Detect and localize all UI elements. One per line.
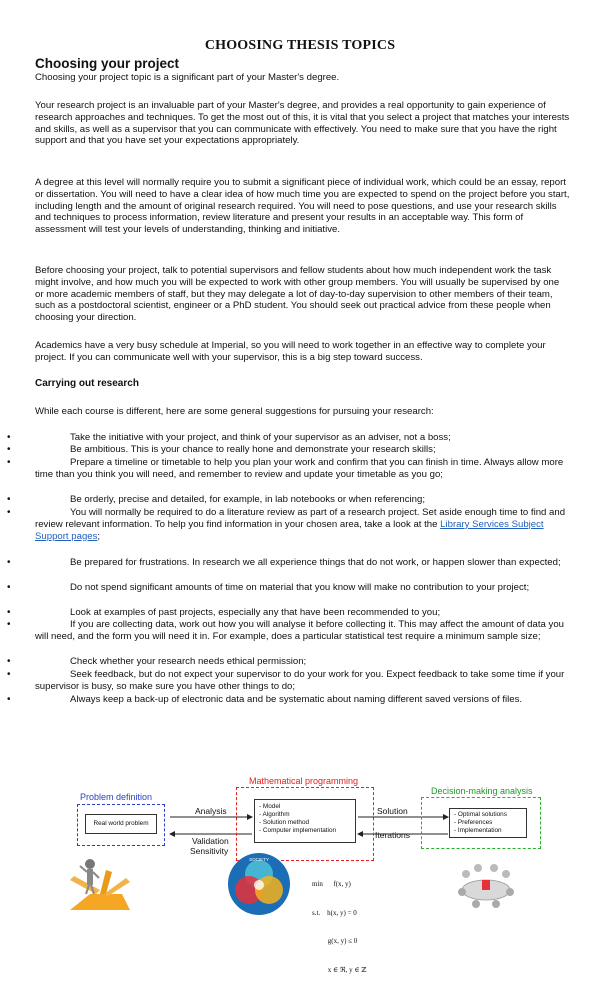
model-item: - Model [259,803,281,810]
paragraph-academics: Academics have a very busy schedule at Imperial, so you will need to work together in an effective way to complete your project. If you can communicate well with your supervisor, this is a big step toward success. [35,340,546,363]
section-heading-carrying-out: Carrying out research [35,378,139,389]
bullet-marker: • [7,607,11,618]
formula-line: min f(x, y) [312,880,351,888]
paragraph-degree-level: A degree at this level will normally require you to submit a significant piece of individual work, which could be an essay, report or dissertation. You will need to have a clear idea of how much time you are expected to spend on the project before you start, including length and the amount of original research required. You will need to pose questions, and use your research skills and techniques to process information, review literature and present your results in an acceptable way. This form of assessment will test your levels of understanding, thinking and initiative. [35,177,570,236]
bullet-marker: • [7,432,11,443]
bullet-marker: • [7,507,11,518]
bullet-marker: • [7,457,11,468]
list-item: Be ambitious. This is your chance to really hone and demonstrate your research skills; [70,444,436,455]
algorithm-item: - Algorithm [259,811,290,818]
list-item: If you are collecting data, work out how you will analyse it before collecting it. This may affect the amount of data you will need, and the form you will need it in. For example, does a particular statistical test require a minimum sample size; [35,619,564,642]
bullet-marker: • [7,656,11,667]
crossroads-person-illustration [60,850,140,912]
list-item: Check whether your research needs ethical permission; [70,656,307,667]
formula-line: s.t. h(x, y) = 0 [312,908,357,917]
link-suffix: ; [97,530,101,542]
paragraph-research-project: Your research project is an invaluable part of your Master's degree, and provides a real opportunity to gain experience of research approaches and techniques. To get the most out of this, it is vital that you select a project that matches your interests and skills, as well as a supervisor that you can communicate with effectively. You need to make sure that you have the right support and that you have set your expectations appropriately. [35,100,570,147]
solution-method-item: - Solution method [259,819,310,826]
library-services-link[interactable]: Library Services Subject Support pages [35,518,544,542]
meeting-table-illustration [452,852,520,912]
paragraph-intro: Choosing your project topic is a significant part of your Master's degree. [35,72,340,83]
bullet-marker: • [7,494,11,505]
implementation-item: - Implementation [454,827,502,834]
bullet-marker: • [7,669,11,680]
list-item: Always keep a back-up of electronic data and be systematic about naming different saved versions of files. [70,694,523,705]
bullet-marker: • [7,694,11,705]
decision-analysis-label: Decision-making analysis [431,786,533,796]
problem-definition-label: Problem definition [80,792,153,802]
computer-implementation-item: - Computer implementation [259,827,337,834]
paragraph-before-choosing: Before choosing your project, talk to potential supervisors and fellow students about how much independent work the task might involve, and how much you will be expected to work with other group members. You will usually be supervised by one or more academic members of staff, but they may delegate a lot of day-to-day supervision to other members of their team, such as a postdoctoral scientist, engineer or a PhD student. You should seek out practical advice from these people when choosing your direction. [35,265,560,324]
real-world-problem-box: Real world problem [85,814,157,834]
model-box [254,799,356,843]
bullet-marker: • [7,444,11,455]
bullet-marker: • [7,557,11,568]
paragraph-suggestions-intro: While each course is different, here are some general suggestions for pursuing your research: [35,406,434,417]
solution-label: Solution [377,806,408,816]
list-item: Do not spend significant amounts of time on material that you know will make no contribution to your project; [70,582,530,593]
list-item: Be prepared for frustrations. In research we all experience things that do not work, or happen slower than expected; [70,557,561,568]
bullet-marker: • [7,619,11,630]
venn-diagram-illustration [226,852,292,916]
list-item-text: You will normally be required to do a literature review as part of a research project. Set aside enough time to find and review relevant information. To help you find information in your chosen area, take a look at the [35,507,566,530]
document-title: CHOOSING THESIS TOPICS [204,38,396,53]
section-heading-choosing: Choosing your project [35,56,180,71]
list-item: Prepare a timeline or timetable to help you plan your work and confirm that you can finish in time. Always allow more time than you think you will need, and remember to review and update your timetable as you go; [35,457,564,480]
formula-line: x ∈ ℜ, y ∈ ℤ [312,965,367,974]
validation-label: Validation [192,836,229,846]
list-item: Look at examples of past projects, especially any that have been recommended to you; [70,607,441,618]
list-item: Seek feedback, but do not expect your supervisor to do your work for you. Expect feedback to take some time if your supervisor is busy, so make sure you have other things to do; [35,669,565,692]
math-programming-label: Mathematical programming [249,776,359,786]
preferences-item: - Preferences [454,819,493,826]
iterations-label: Iterations [375,830,410,840]
venn-society-label: SOCIETY [249,857,269,862]
sensitivity-label: Sensitivity [190,846,229,856]
optimal-solutions-item: - Optimal solutions [454,811,507,818]
formula-line: g(x, y) ≤ 0 [312,937,358,945]
optimization-formula [312,861,366,994]
bullet-marker: • [7,582,11,593]
list-item: Take the initiative with your project, and think of your supervisor as an adviser, not a boss; [70,432,451,443]
analysis-label: Analysis [195,806,227,816]
decision-box [449,808,527,838]
list-item: Be orderly, precise and detailed, for example, in lab notebooks or when referencing; [70,494,425,505]
